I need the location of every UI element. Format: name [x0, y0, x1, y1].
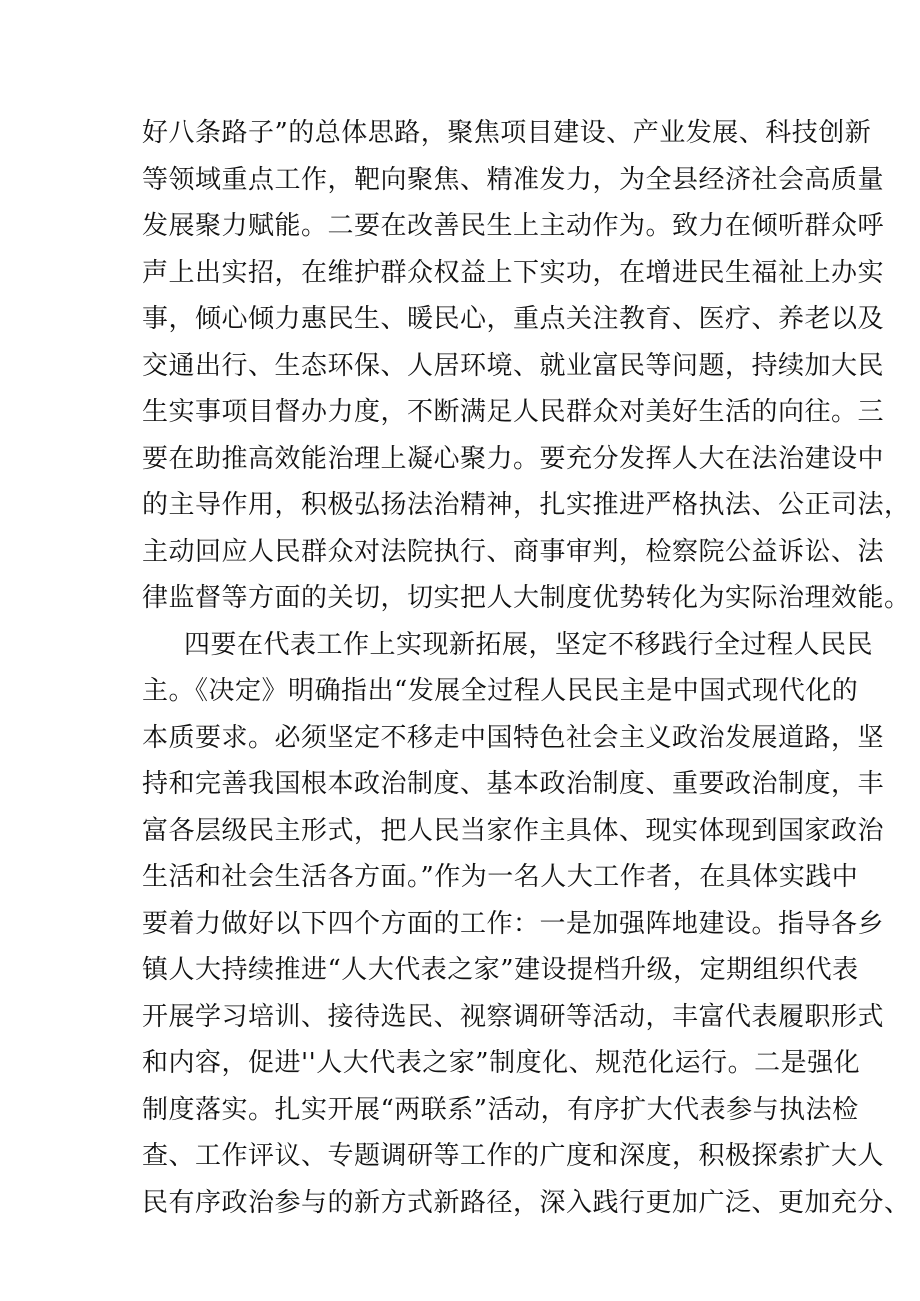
- paragraph-start-line: 四要在代表工作上实现新拓展，坚定不移践行全过程人民民: [184, 629, 874, 660]
- paragraph-end-line: 律监督等方面的关切，切实把人大制度优势转化为实际治理效能。: [142, 583, 911, 613]
- text-line: 事，倾心倾力惠民生、暖民心，重点关注教育、医疗、养老以及: [142, 304, 885, 334]
- text-line: 声上出实招，在维护群众权益上下实功，在增进民生福祉上办实: [142, 257, 885, 288]
- body-text: [142, 110, 911, 1226]
- text-line: 民有序政治参与的新方式新路径，深入践行更加广泛、更加充分、: [142, 1187, 911, 1218]
- text-line: 等领域重点工作，靶向聚焦、精准发力，为全县经济社会高质量: [142, 164, 885, 195]
- text-line: 镇人大持续推进“人大代表之家”建设提档升级，定期组织代表: [142, 955, 859, 985]
- text-line: 主。《决定》明确指出“发展全过程人民民主是中国式现代化的: [142, 676, 859, 706]
- text-line: 生实事项目督办力度，不断满足人民群众对美好生活的向往。三: [142, 397, 885, 427]
- text-line: 持和完善我国根本政治制度、基本政治制度、重要政治制度，丰: [142, 769, 885, 799]
- text-line: 和内容，促进''人大代表之家”制度化、规范化运行。二是强化: [142, 1048, 861, 1078]
- text-line: 交通出行、生态环保、人居环境、就业富民等问题，持续加大民: [142, 350, 885, 381]
- text-line: 制度落实。扎实开展“两联系”活动，有序扩大代表参与执法检: [142, 1094, 859, 1125]
- text-line: 好八条路子”的总体思路，聚焦项目建设、产业发展、科技创新: [142, 118, 872, 148]
- text-line: 的主导作用，积极弘扬法治精神，扎实推进严格执法、公正司法，: [142, 490, 911, 520]
- text-line: 本质要求。必须坚定不移走中国特色社会主义政治发展道路，坚: [142, 722, 885, 753]
- text-line: 主动回应人民群众对法院执行、商事审判，检察院公益诉讼、法: [142, 536, 885, 567]
- text-line: 查、工作评议、专题调研等工作的广度和深度，积极探索扩大人: [142, 1141, 885, 1171]
- text-line: 生活和社会生活各方面。”作为一名人大工作者，在具体实践中: [142, 862, 859, 892]
- text-line: 发展聚力赋能。二要在改善民生上主动作为。致力在倾听群众呼: [142, 211, 885, 241]
- text-line: 要着力做好以下四个方面的工作：一是加强阵地建设。指导各乡: [142, 908, 885, 939]
- text-line: 富各层级民主形式，把人民当家作主具体、现实体现到国家政治: [142, 815, 885, 846]
- text-line: 要在助推高效能治理上凝心聚力。要充分发挥人大在法治建设中: [142, 443, 885, 474]
- text-line: 开展学习培训、接待选民、视察调研等活动，丰富代表履职形式: [142, 1001, 885, 1032]
